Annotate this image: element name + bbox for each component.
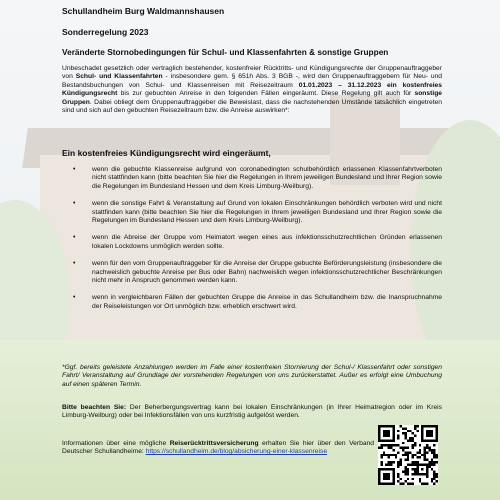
bullet-icon: •	[73, 166, 76, 173]
condition-list	[62, 166, 442, 320]
rights-heading: Ein kostenfreies Kündigungsrecht wird eingeräumt,	[62, 148, 271, 158]
list-item: • wenn für den vom Gruppenauftraggeber für die Anreise der Gruppe gebuchte Beförderungsleistung (insbesondere die nachweislich gebuchte Anreise per Bus oder Bahn) nachweislich wegen infektionsschutzrechtlicher Beschränkungen nicht mehr in Anspruch genommen werden kann.	[73, 260, 442, 285]
notice-paragraph: Bitte beachten Sie: Der Beherbergungsvertrag kann bei lokalen Einschränkungen (in Ihrer Heimatregion oder im Kreis Limburg-Weilburg) oder bei Infektionsfällen von uns kurzfristig aufgelöst werden.	[62, 404, 442, 420]
info-paragraph: Informationen über eine mögliche Reiserücktrittsversicherung erhalten Sie hier über den Verband Deutscher Schullandheime: https://schullandheim.de/blog/absicherung-einer-klassenreise	[62, 440, 374, 456]
bullet-icon: •	[73, 234, 76, 242]
bullet-icon: •	[73, 200, 76, 208]
qr-code-icon	[378, 425, 438, 485]
list-item: • wenn in vergleichbaren Fällen der gebuchten Gruppe die Anreise in das Schullandheim bzw. die Inanspruchnahme der Reiseleistungen vor Ort unmöglich bzw. erheblich erschwert wird.	[73, 294, 442, 310]
list-item: • wenn die sonstige Fahrt & Veranstaltung auf Grund von lokalen Einschränkungen behördlich verboten wird und nicht stattfinden kann (bitte beachten Sie hier die Regelungen in Ihrem jeweiligen Bundesland und Ihrer Region sowie die Regelungen im Bundesland Hessen und dem Kreis Limburg-Weilburg).	[73, 200, 442, 225]
intro-paragraph: Unbeschadet gesetzlich oder vertraglich bestehender, kostenfreier Rücktritts- und Kündigungsrechte der Gruppenauftraggeber von Schul- und Klassenfahrten - insbesondere gem. § 651h Abs. 3 BGB -, wird den Gruppenauftraggebern für Neu- und Bestandsbuchungen von Schul- und Klassenreisen mit Reisezeitraum 01.01.2023 – 31.12.2023 ein kostenfreies Kündigungsrecht bis zur gebuchten Anreise in den folgenden Fällen eingeräumt. Diese Regelung gilt auch für sonstige Gruppen. Dabei obliegt dem Gruppenauftraggeber die Beweislast, dass die nachstehenden Umstände tatsächlich eingetreten sind und sich auf den gebuchten Reisezeitraum bzw. die Anreise auswirken*:	[62, 65, 443, 115]
bullet-icon: •	[73, 260, 76, 268]
bullet-icon: •	[73, 294, 76, 302]
document-subtitle: Sonderregelung 2023	[62, 27, 149, 37]
document-title: Schullandheim Burg Waldmannshausen	[62, 6, 225, 16]
list-item: • wenn die Abreise der Gruppe vom Heimatort wegen eines aus infektionsschutzrechtlichen Gründen erlassenen lokalen Lockdowns unmöglich werden sollte.	[73, 234, 442, 250]
info-link[interactable]: https://schullandheim.de/blog/absicherung-einer-klassenreise	[145, 448, 328, 456]
footnote: *Ggf. bereits geleistete Anzahlungen werden im Falle einer kostenfreien Stornierung der Schul-/ Klassenfahrt oder sonstigen Fahrt/ Veranstaltung auf Grundlage der vorstehenden Regelungen von uns zurückerstattet. Außer es erfolgt eine Umbuchung auf einen späteren Termin.	[62, 364, 442, 388]
list-item: • wenn die gebuchte Klassenreise aufgrund von coronabedingten schulbehördlich erlassenen Klassenfahrtverboten nicht stattfinden kann (bitte beachten Sie hier die Regelungen in Ihrem jeweiligen Bundesland und Ihrer Region sowie die Regelungen im Bundesland Hessen und dem Kreis Limburg-Weilburg).	[73, 166, 442, 190]
section-heading: Veränderte Stornobedingungen für Schul- und Klassenfahrten & sonstige Gruppen	[62, 47, 389, 57]
